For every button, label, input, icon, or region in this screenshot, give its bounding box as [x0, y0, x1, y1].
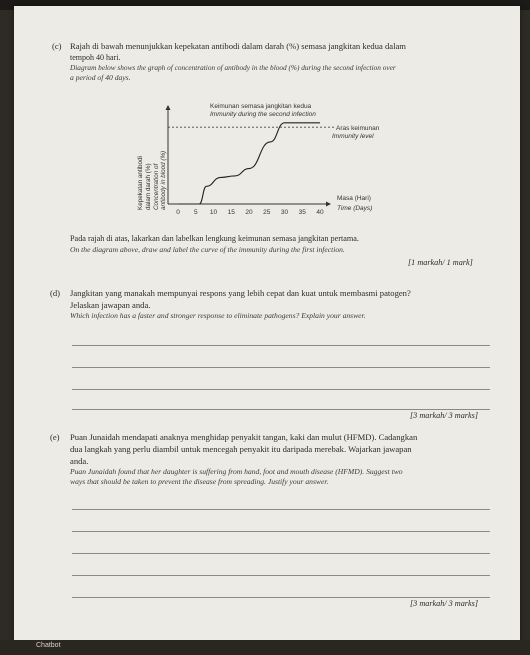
xlabel-ms: Masa (Hari) — [337, 195, 371, 202]
answer-line-e1[interactable] — [72, 509, 490, 510]
part-d-en-line1: Which infection has a faster and stronger response to eliminate pathogens? Explain your answer. — [70, 311, 366, 320]
part-d-ms-line2: Jelaskan jawapan anda. — [70, 300, 151, 310]
ylabel-ms-2: dalam darah (%) — [145, 163, 152, 210]
x-tick-label: 5 — [193, 209, 198, 216]
answer-line-e3[interactable] — [72, 553, 490, 554]
x-tick-label: 20 — [245, 209, 253, 216]
part-e-en-line1: Puan Junaidah found that her daughter is suffering from hand, foot and mouth disease (HFMD). Suggest two — [70, 467, 403, 476]
part-e-marks: [3 markah/ 3 marks] — [410, 599, 479, 608]
part-c-marks: [1 markah/ 1 mark] — [408, 258, 473, 267]
x-tick-label: 35 — [298, 209, 306, 216]
chatbot-label[interactable]: Chatbot — [36, 642, 61, 649]
part-e-label: (e) — [50, 432, 60, 442]
antibody-graph — [112, 86, 392, 231]
part-e-ms-line3: anda. — [70, 456, 89, 466]
part-c-en-line1: Diagram below shows the graph of concentration of antibody in the blood (%) during the second infection over — [70, 63, 396, 72]
answer-line-e2[interactable] — [72, 531, 490, 532]
ylabel-ms-1: Kepekatan antibodi — [137, 156, 144, 210]
part-c-en-line2: a period of 40 days. — [70, 73, 131, 82]
answer-line-e5[interactable] — [72, 597, 490, 598]
bottom-bar — [0, 640, 530, 655]
annotation-en: Immunity during the second infection — [210, 111, 316, 118]
x-tick-label: 25 — [263, 209, 271, 216]
exam-page — [14, 6, 520, 646]
xlabel-en: Time (Days) — [337, 205, 373, 212]
annotation-ms: Keimunan semasa jangkitan kedua — [210, 103, 312, 110]
part-e-ms-line2: dua langkah yang perlu diambil untuk mencegah penyakit itu daripada merebak. Wajarkan jawapan — [70, 444, 412, 454]
ylabel-en-1: Concentration of — [153, 163, 160, 210]
part-c-ms-line2: tempoh 40 hari. — [70, 53, 121, 62]
part-d-ms-line1: Jangkitan yang manakah mempunyai respons yang lebih cepat dan kuat untuk membasmi patogen? — [70, 288, 411, 298]
part-e-ms-line1: Puan Junaidah mendapati anaknya menghidap penyakit tangan, kaki dan mulut (HFMD). Cadangkan — [70, 432, 418, 442]
answer-line-e4[interactable] — [72, 575, 490, 576]
part-d-marks: [3 markah/ 3 marks] — [410, 411, 479, 420]
part-c-question-en: On the diagram above, draw and label the curve of the immunity during the first infection. — [70, 245, 345, 254]
answer-line-d4[interactable] — [72, 409, 490, 410]
part-d-label: (d) — [50, 288, 61, 298]
part-c-label: (c) — [52, 41, 62, 51]
ylabel-en-2: antibody in blood (%) — [160, 150, 167, 210]
answer-line-d3[interactable] — [72, 389, 490, 390]
answer-line-d1[interactable] — [72, 345, 490, 346]
part-e-en-line2: ways that should be taken to prevent the disease from spreading. Justify your answer. — [70, 477, 329, 486]
antibody-curve-second-infection — [178, 123, 320, 204]
level-en: Immunity level — [332, 133, 374, 140]
x-tick-label: 40 — [316, 209, 324, 216]
answer-line-d2[interactable] — [72, 367, 490, 368]
x-tick-label: 15 — [227, 209, 235, 216]
part-c-ms-line1: Rajah di bawah menunjukkan kepekatan antibodi dalam darah (%) semasa jangkitan kedua dalam — [70, 41, 406, 51]
x-tick-label: 10 — [209, 209, 218, 216]
level-ms: Aras keimunan — [336, 125, 380, 132]
part-c-question-ms: Pada rajah di atas, lakarkan dan labelkan lengkung keimunan semasa jangkitan pertama. — [70, 234, 359, 243]
x-tick-label: 30 — [280, 209, 289, 216]
x-tick-label: 0 — [176, 209, 180, 216]
